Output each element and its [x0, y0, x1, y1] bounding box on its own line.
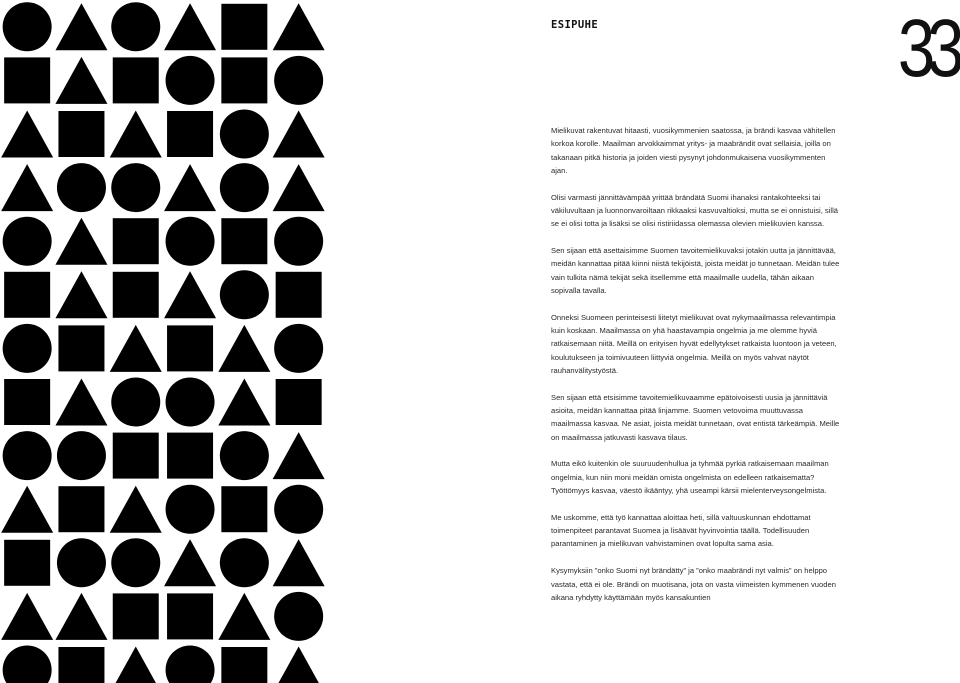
circle-shape [166, 217, 215, 266]
triangle-shape [55, 271, 107, 318]
paragraph-5: Sen sijaan että etsisimme tavoitemielikuvaamme epätoivoisesti uusia ja jännittäviä asioita, meidän kannattaa pitää linjamme. Suomen vetovoima muuttuvassa maailmassa kasvaa. Ne asiat, joista meidät tunnetaan, ovat entistä tärkeämpiä. Meille on maailmassa jatkuvasti kasvava tilaus. [551, 392, 840, 442]
square-shape [221, 57, 267, 103]
square-shape [167, 111, 213, 157]
triangle-shape [55, 593, 107, 640]
triangle-shape [164, 271, 216, 318]
triangle-shape [1, 593, 53, 640]
circle-shape [274, 217, 323, 266]
square-shape [58, 486, 104, 532]
square-shape [221, 486, 267, 532]
square-shape [113, 57, 159, 103]
square-shape [113, 593, 159, 639]
square-shape [58, 111, 104, 157]
section-title: ESIPUHE [551, 19, 599, 31]
square-shape [4, 540, 50, 586]
circle-shape [166, 378, 215, 427]
circle-shape [3, 431, 52, 480]
triangle-shape [55, 379, 107, 426]
circle-shape [111, 163, 160, 212]
square-shape [221, 218, 267, 264]
circle-shape [274, 485, 323, 534]
triangle-shape [164, 3, 216, 50]
circle-shape [274, 592, 323, 641]
triangle-shape [1, 164, 53, 211]
triangle-shape [164, 164, 216, 211]
triangle-shape [110, 111, 162, 158]
paragraph-1: Mielikuvat rakentuvat hitaasti, vuosikymmenien saatossa, ja brändi kasvaa vähitellen korkoa korolle. Maailman arvokkaimmat yritys- ja maabrändit ovat sellaisia, joilla on takanaan pitkä historia ja joiden viesti pysynyt johdonmukaisena vuosikymmenten ajan. [551, 126, 836, 175]
circle-shape [220, 538, 269, 587]
page-number: 33 [897, 3, 956, 94]
square-shape [221, 4, 267, 50]
square-shape [113, 218, 159, 264]
circle-shape [111, 378, 160, 427]
circle-shape [3, 324, 52, 373]
triangle-shape [218, 593, 270, 640]
triangle-shape [55, 218, 107, 265]
triangle-shape [273, 647, 325, 683]
square-shape [221, 647, 267, 683]
triangle-shape [218, 379, 270, 426]
circle-shape [3, 2, 52, 51]
paragraph-7: Me uskomme, että työ kannattaa aloittaa heti, sillä valtuuskunnan ehdottamat toimenpiteet parantavat Suomea ja lisäävät hyvinvointia täällä. Todellisuuden parantaminen ja mielikuvan vahvistaminen ovat lopulta sama asia. [551, 512, 811, 549]
paragraph-2: Olisi varmasti jännittävämpää yrittää brändätä Suomi ihanaksi rantakohteeksi tai väkiluvultaan ja luonnonvaroiltaan rikkaaksi kasvuvaltioksi, mutta se ei onnistuisi, sillä se ei olisi totta ja lisäksi se olisi ristiriidassa olemassa olevien mielikuvien kanssa. [551, 192, 839, 229]
circle-shape [220, 431, 269, 480]
square-shape [58, 325, 104, 371]
triangle-shape [110, 325, 162, 372]
triangle-shape [55, 3, 107, 50]
paragraph-8: Kysymyksiin ”onko Suomi nyt brändätty” ja ”onko maabrändi nyt valmis” on helppo vastata, että ei ole. Brändi on muotisana, jota on vasta viimeisten kymmenen vuoden aikana ryhdytty käyttämään myös kansakuntien [551, 566, 836, 602]
triangle-shape [273, 111, 325, 158]
square-shape [276, 379, 322, 425]
circle-shape [57, 538, 106, 587]
triangle-shape [1, 486, 53, 533]
paragraph-4: Onneksi Suomeen perinteisesti liitetyt mielikuvat ovat nykymaailmassa relevantimpia kuin koskaan. Maailmassa on yhä haastavampia ongelmia ja me olemme hyviä ratkaisemaan niitä. Meillä on erityisen hyvät edellytykset ratkaista luontoon ja veteen, koulutukseen ja toimivuuteen liittyviä ongelmia. Meillä on myös vahvat näytöt rauhanvälitystyöstä. [551, 312, 837, 375]
triangle-shape [273, 539, 325, 586]
paragraph-3: Sen sijaan että asettaisimme Suomen tavoitemielikuvaksi jotakin uutta ja jännittävää, meidän kannattaa pitää kiinni niistä tekijöistä, joista meidät jo tunnetaan. Meidän tulee vain tulkita nämä tekijät sekä itsellemme että maailmalle uudella, tähän aikaan sopivalla tavalla. [551, 246, 840, 295]
body-text-column [551, 124, 841, 618]
triangle-shape [55, 57, 107, 104]
triangle-shape [110, 647, 162, 683]
triangle-shape [273, 3, 325, 50]
triangle-shape [273, 164, 325, 211]
triangle-shape [1, 111, 53, 158]
square-shape [113, 433, 159, 479]
circle-shape [111, 538, 160, 587]
circle-shape [220, 270, 269, 319]
square-shape [4, 57, 50, 103]
circle-shape [166, 485, 215, 534]
circle-shape [274, 324, 323, 373]
circle-shape [3, 217, 52, 266]
circle-shape [274, 56, 323, 105]
circle-shape [166, 646, 215, 683]
square-shape [167, 593, 213, 639]
triangle-shape [218, 325, 270, 372]
triangle-shape [164, 539, 216, 586]
square-shape [4, 379, 50, 425]
square-shape [167, 325, 213, 371]
square-shape [276, 272, 322, 318]
circle-shape [220, 163, 269, 212]
square-shape [4, 272, 50, 318]
triangle-shape [273, 432, 325, 479]
paragraph-6: Mutta eikö kuitenkin ole suuruudenhullua ja tyhmää pyrkiä ratkaisemaan maailman ongelmia, kun niin moni meidän omista ongelmista on edelleen ratkaisematta? Työttömyys kasvaa, väestö ikääntyy, yhä useampi kärsii mielenterveysongelmista. [551, 459, 829, 496]
circle-shape [57, 163, 106, 212]
circle-shape [3, 646, 52, 683]
square-shape [113, 272, 159, 318]
square-shape [58, 647, 104, 683]
square-shape [167, 433, 213, 479]
circle-shape [111, 2, 160, 51]
triangle-shape [110, 486, 162, 533]
circle-shape [220, 110, 269, 159]
circle-shape [166, 56, 215, 105]
circle-shape [57, 431, 106, 480]
